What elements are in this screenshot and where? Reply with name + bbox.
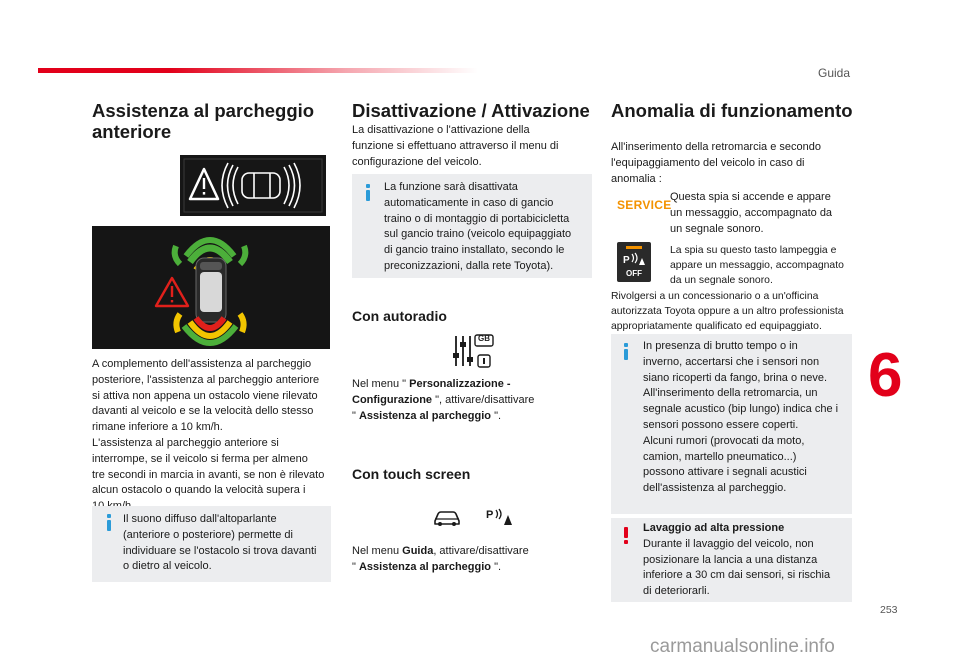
section-label: Guida	[818, 66, 851, 80]
chapter-number: 6	[868, 341, 903, 410]
col3-info-text: In presenza di brutto tempo o in inverno, accertarsi che i sensori non siano ricoperti da fango, brina o neve. All'inserimento della retromarcia, un segnale acustico (bip lungo) indica che i sensori possono essere coperti. Alcuni rumori (provocati da moto, camion, martello pneumatico...) possono attivare i segnali acustici dell'assistenza al parcheggio.	[643, 340, 839, 495]
service-text: Questa spia si accende e appare un messaggio, accompagnato da un segnale sonoro.	[670, 191, 833, 235]
park-sensor-off-button-icon: P OFF	[617, 242, 651, 282]
info-icon	[366, 184, 370, 201]
sensor-zone-graphic	[92, 226, 330, 349]
col2-info-text: La funzione sarà disattivata automaticamente in caso di gancio traino o di montaggio di portabicicletta sul gancio traino (veicolo equipaggiato di gancio traino installato, secondo le preconizzazioni, dalla rete Toyota).	[384, 181, 572, 272]
page-number: 253	[880, 604, 898, 616]
col2-intro: La disattivazione o l'attivazione della funzione si effettuano attraverso il menu di configurazione del veicolo.	[352, 124, 559, 168]
watermark: carmanualsonline.info	[650, 636, 835, 657]
park-sensor-icon	[486, 507, 512, 527]
svg-text:P: P	[623, 255, 630, 266]
front-sensor-display	[180, 155, 326, 216]
col3-info-box	[611, 334, 852, 514]
sensor-zone-display	[92, 226, 330, 349]
col2-title: Disattivazione / Attivazione	[352, 100, 590, 121]
front-sensor-graphic	[180, 155, 326, 216]
info-icon	[107, 514, 111, 531]
col3-title: Anomalia di funzionamento	[611, 100, 853, 121]
info-icon	[624, 343, 628, 360]
service-warning-icon: SERVICE	[617, 198, 672, 212]
col1-info-text: Il suono diffuso dall'altoparlante (anteriore o posteriore) permette di individuare se l'ostacolo si trova davanti o dietro al veicolo.	[123, 513, 317, 573]
svg-text:P: P	[486, 509, 494, 521]
col3-warning-box	[611, 518, 852, 602]
dealer-text: Rivolgersi a un concessionario o a un'officina autorizzata Toyota oppure a un altro professionista appropriatamente qualificato ed equipaggiato.	[611, 291, 844, 332]
col1-info-box	[92, 506, 331, 582]
settings-sliders-icon	[450, 333, 496, 371]
col3-warning-text: Lavaggio ad alta pressione Durante il lavaggio del veicolo, non posizionare la lancia a una distanza inferiore a 30 cm dai sensori, si rischia di deteriorarli.	[643, 522, 831, 598]
col2-info-box	[352, 174, 592, 278]
autoradio-title: Con autoradio	[352, 308, 447, 324]
col3-intro: All'inserimento della retromarcia e secondo l'equipaggiamento del veicolo in caso di anomalia :	[611, 141, 821, 185]
header-accent-bar	[38, 68, 478, 73]
language-badge: GB	[478, 334, 490, 343]
col1-body: A complemento dell'assistenza al parcheggio posteriore, l'assistenza al parcheggio anteriore si attiva non appena un ostacolo viene rilevato davanti al veicolo e se la velocità dello stesso rimane inferiore a 10 km/h. L'assistenza al parcheggio anteriore si interrompe, se il veicolo si ferma per almeno tre secondi in marcia in avanti, se non è rilevato alcun ostacolo o quando la velocità supera i	[92, 358, 325, 497]
off-text: La spia su questo tasto lampeggia e appare un messaggio, accompagnato da un segnale sonoro.	[670, 245, 844, 286]
autoradio-instructions: Nel menu " Personalizzazione - Configurazione ", attivare/disattivare " Assistenza al parcheggio ".	[352, 378, 535, 422]
col1-title: Assistenza al parcheggio anteriore	[92, 100, 315, 142]
touch-instructions: Nel menu Guida, attivare/disattivare " Assistenza al parcheggio ".	[352, 545, 529, 573]
car-body-icon	[196, 258, 226, 322]
warning-exclamation-icon	[624, 527, 628, 544]
touch-title: Con touch screen	[352, 466, 471, 482]
car-icon	[432, 508, 462, 528]
